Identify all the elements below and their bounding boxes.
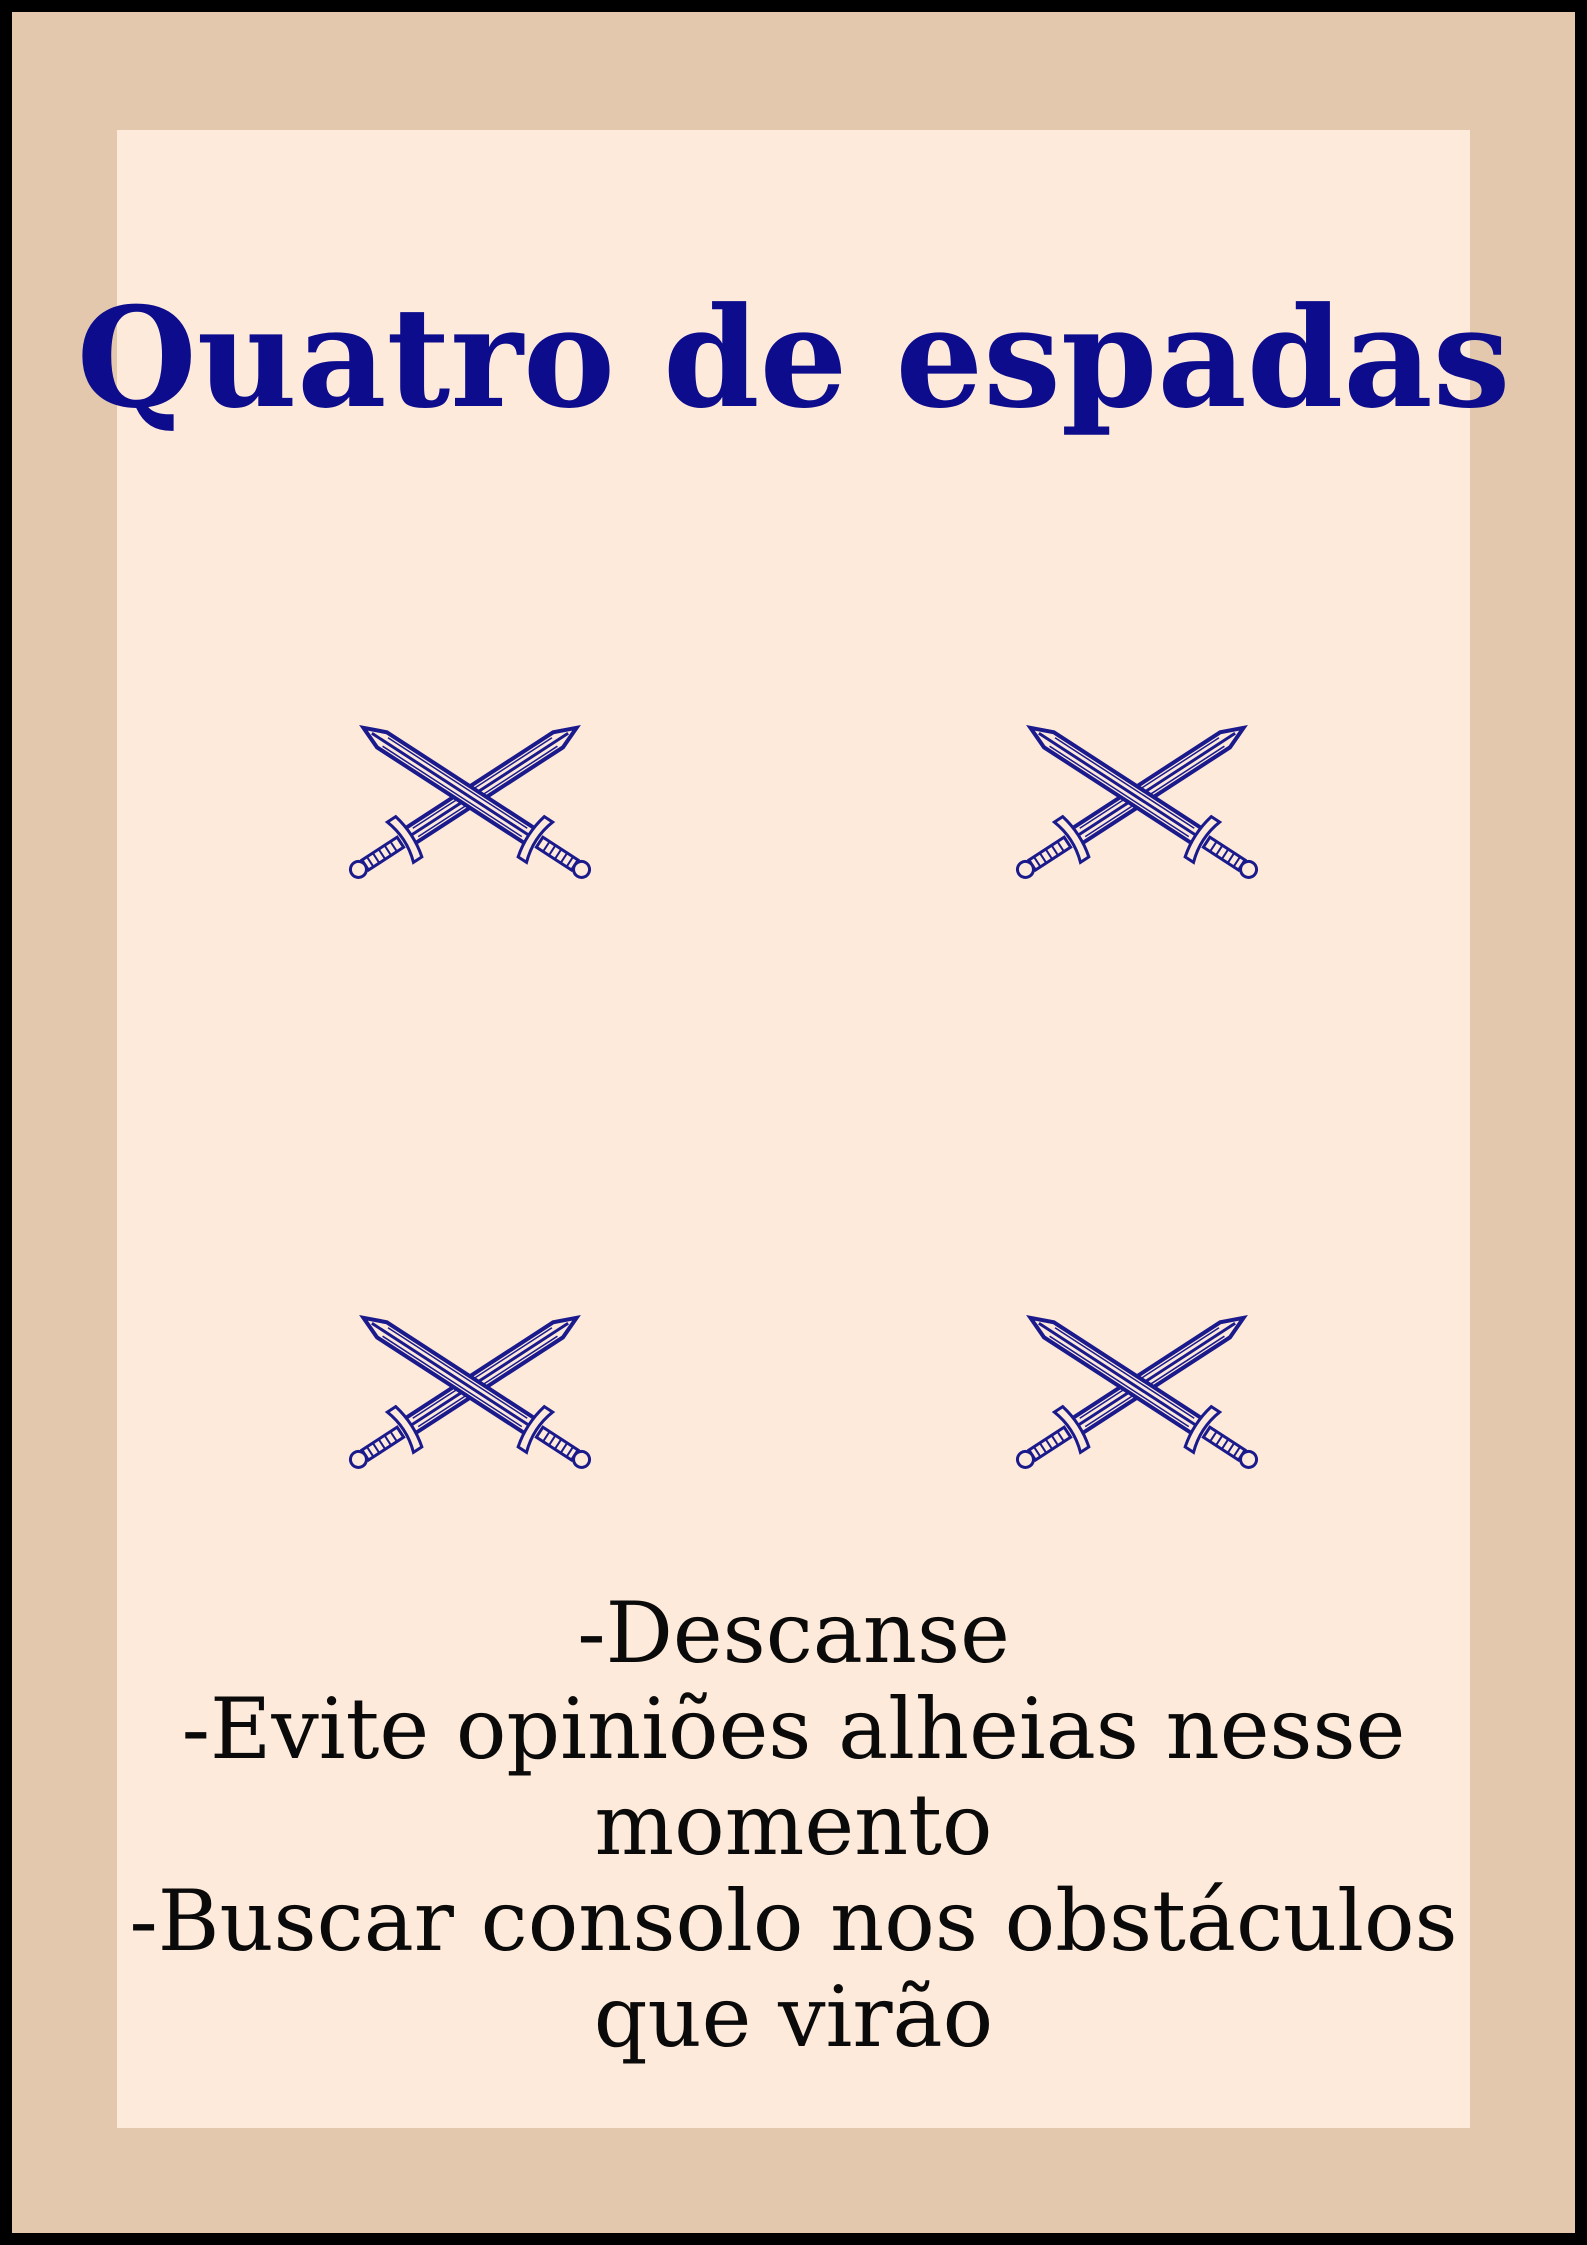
crossed-swords-icon bbox=[315, 1280, 625, 1495]
crossed-swords-icon bbox=[982, 1280, 1292, 1495]
meaning-item: -Evite opiniões alheias nesse momento bbox=[181, 1680, 1406, 1874]
crossed-swords-icon bbox=[982, 690, 1292, 905]
crossed-swords-icon bbox=[315, 690, 625, 905]
meaning-item: -Descanse bbox=[577, 1584, 1010, 1682]
meaning-item: -Buscar consolo nos obstáculos que virão bbox=[129, 1872, 1458, 2066]
card-meanings bbox=[117, 1585, 1470, 2065]
card-title: Quatro de espadas bbox=[76, 276, 1511, 439]
